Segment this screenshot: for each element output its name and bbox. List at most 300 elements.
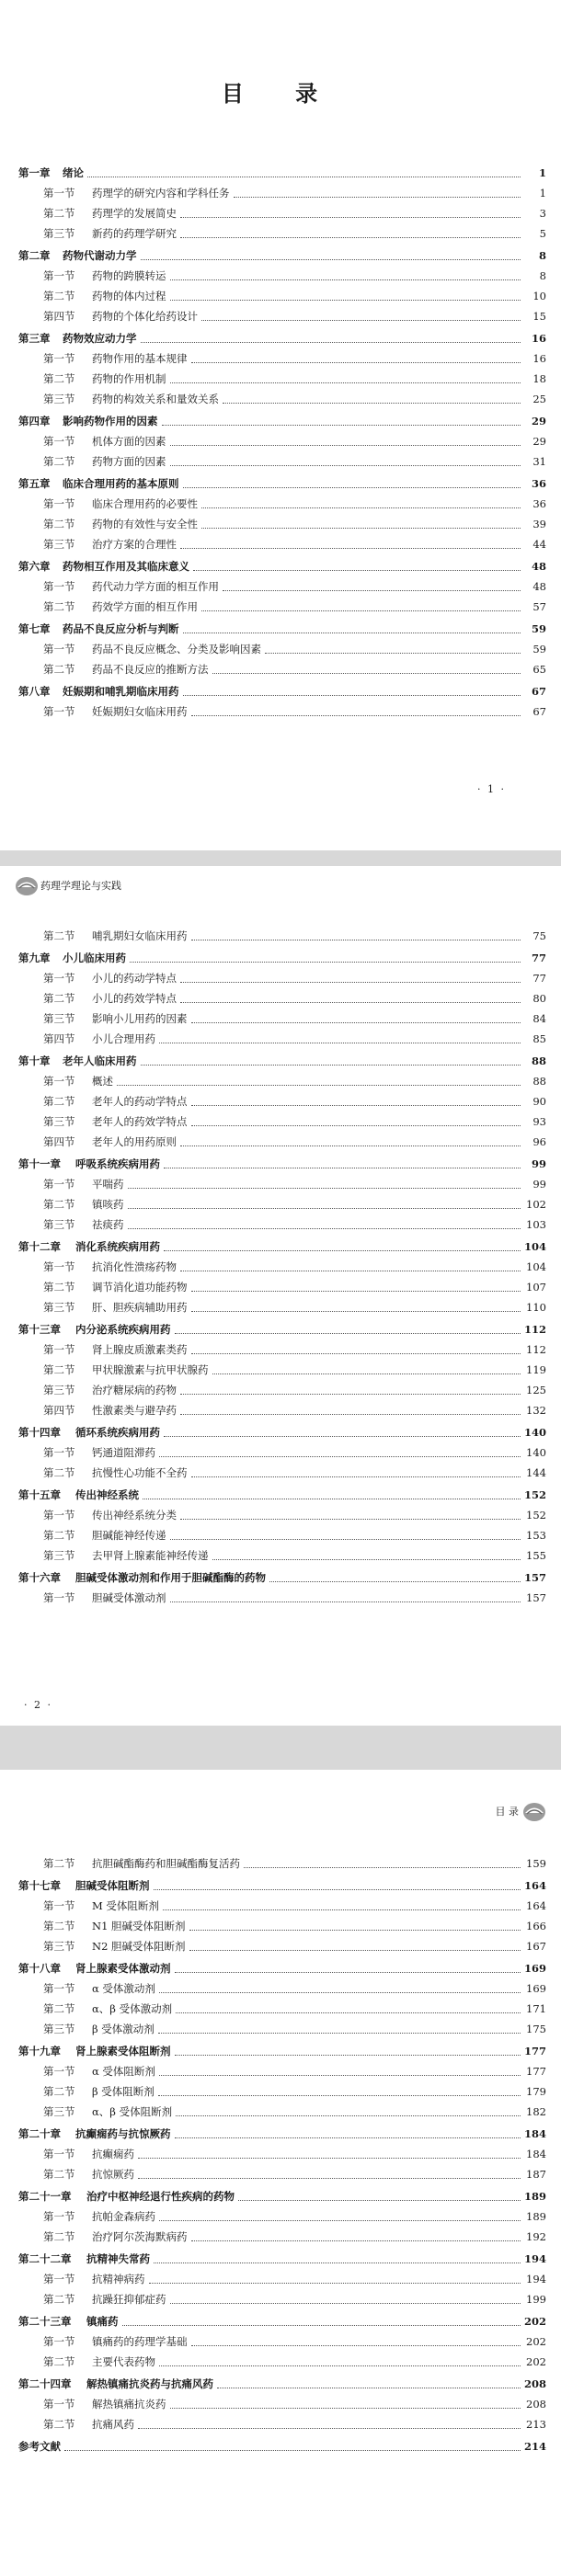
section-title: α 受体阻断剂 xyxy=(92,2065,155,2079)
page-ref: 202 xyxy=(523,2315,546,2329)
page-ref: 184 xyxy=(526,2148,546,2161)
leader-dots xyxy=(189,1949,521,1951)
chapter-title: 药物代谢动力学 xyxy=(63,249,137,263)
chapter-title: 肾上腺素受体激动剂 xyxy=(75,1962,171,1976)
toc-section-row[interactable] xyxy=(0,452,561,473)
leader-dots xyxy=(170,382,521,383)
book-logo-icon xyxy=(522,1799,546,1823)
toc-section-row[interactable] xyxy=(0,2207,561,2228)
leader-dots xyxy=(191,714,521,716)
chapter-number: 第十二章 xyxy=(18,1240,61,1254)
section-number: 第二节 xyxy=(43,992,75,1006)
leader-dots xyxy=(201,507,521,508)
leader-dots xyxy=(128,1207,521,1209)
section-number: 第二节 xyxy=(43,207,75,221)
toc-section-row[interactable] xyxy=(0,598,561,618)
page-ref: 153 xyxy=(526,1529,546,1543)
toc-section-row[interactable] xyxy=(0,1589,561,1609)
toc-section-row[interactable] xyxy=(0,1897,561,1917)
chapter-title: 消化系统疾病用药 xyxy=(75,1240,160,1254)
toc-section-row[interactable] xyxy=(0,2020,561,2040)
toc-section-row[interactable] xyxy=(0,2103,561,2123)
chapter-title: 胆碱受体激动剂和作用于胆碱酯酶的药物 xyxy=(75,1571,266,1585)
page-ref: 59 xyxy=(532,643,546,656)
page-ref: 202 xyxy=(526,2355,546,2369)
page-ref: 214 xyxy=(523,2440,546,2454)
page-ref: 104 xyxy=(526,1260,546,1274)
section-title: 药物的构效关系和量效关系 xyxy=(92,393,219,406)
leader-dots xyxy=(189,1929,521,1931)
running-head xyxy=(15,873,121,897)
page-ref: 208 xyxy=(526,2398,546,2411)
chapter-title: 解热镇痛抗炎药与抗痛风药 xyxy=(86,2377,213,2391)
toc-section-row[interactable] xyxy=(0,2395,561,2415)
section-title: 药物的个体化给药设计 xyxy=(92,310,198,324)
page-ref: 159 xyxy=(526,1857,546,1871)
section-title: α、β 受体阻断剂 xyxy=(92,2105,173,2119)
section-number: 第三节 xyxy=(43,1218,75,1232)
section-number: 第一节 xyxy=(43,1509,75,1522)
chapter-number: 参考文献 xyxy=(18,2440,61,2454)
section-number: 第二节 xyxy=(43,2230,75,2244)
toc-section-row[interactable] xyxy=(0,495,561,515)
section-number: 第一节 xyxy=(43,2273,75,2286)
leader-dots xyxy=(201,319,521,321)
section-title: N1 胆碱受体阻断剂 xyxy=(92,1920,186,1933)
toc-section-row[interactable] xyxy=(0,349,561,370)
page-ref: 199 xyxy=(526,2293,546,2307)
chapter-number: 第十三章 xyxy=(18,1323,61,1337)
section-number: 第二节 xyxy=(43,1363,75,1377)
section-number: 第四节 xyxy=(43,310,75,324)
section-number: 第一节 xyxy=(43,1446,75,1460)
toc-section-row[interactable] xyxy=(0,1937,561,1957)
section-title: 甲状腺激素与抗甲状腺药 xyxy=(92,1363,209,1377)
chapter-number: 第八章 xyxy=(18,685,51,699)
toc-page-1 xyxy=(0,0,561,850)
chapter-title: 药物相互作用及其临床意义 xyxy=(63,560,189,574)
page-ref: 36 xyxy=(531,477,546,491)
toc-section-row[interactable] xyxy=(0,370,561,390)
toc-section-row[interactable] xyxy=(0,1072,561,1092)
section-number: 第一节 xyxy=(43,2065,75,2079)
section-title: 抗惊厥药 xyxy=(92,2168,134,2182)
page-ref: 157 xyxy=(523,1571,546,1585)
section-number: 第二节 xyxy=(43,2002,75,2016)
leader-dots xyxy=(175,2137,521,2138)
toc-section-row[interactable] xyxy=(0,432,561,452)
toc-chapter-row[interactable] xyxy=(0,1568,561,1589)
toc-section-row[interactable] xyxy=(0,2145,561,2165)
section-number: 第三节 xyxy=(43,1301,75,1315)
section-title: 治疗糖尿病的药物 xyxy=(92,1384,177,1397)
leader-dots xyxy=(201,610,521,611)
toc-section-row[interactable] xyxy=(0,515,561,535)
chapter-number: 第七章 xyxy=(18,622,51,636)
section-number: 第三节 xyxy=(43,1012,75,1026)
chapter-number: 第一章 xyxy=(18,166,51,180)
page-ref: 152 xyxy=(523,1488,546,1502)
toc-section-row[interactable] xyxy=(0,1009,561,1030)
page-ref: 202 xyxy=(526,2335,546,2349)
leader-dots xyxy=(170,2302,521,2304)
section-number: 第二节 xyxy=(43,929,75,943)
chapter-number: 第十六章 xyxy=(18,1571,61,1585)
section-title: 药物的作用机制 xyxy=(92,372,166,386)
toc-section-row[interactable] xyxy=(0,2228,561,2248)
toc-section-row[interactable] xyxy=(0,184,561,204)
toc-chapter-row[interactable] xyxy=(0,1486,561,1506)
section-number: 第二节 xyxy=(43,518,75,531)
leader-dots xyxy=(159,1042,521,1043)
toc-section-row[interactable] xyxy=(0,1506,561,1526)
section-title: 新药的药理学研究 xyxy=(92,227,177,241)
leader-dots xyxy=(191,939,521,940)
section-number: 第二节 xyxy=(43,1198,75,1212)
leader-dots xyxy=(234,196,521,198)
page-ref: 112 xyxy=(526,1343,546,1357)
section-number: 第二节 xyxy=(43,2085,75,2099)
chapter-number: 第二十一章 xyxy=(18,2190,72,2204)
leader-dots xyxy=(164,1249,521,1251)
chapter-number: 第二十三章 xyxy=(18,2315,72,2329)
leader-dots xyxy=(176,2012,521,2013)
leader-dots xyxy=(183,632,521,633)
section-title: 治疗阿尔茨海默病药 xyxy=(92,2230,188,2244)
toc-chapter-row[interactable] xyxy=(0,329,561,349)
section-number: 第一节 xyxy=(43,2148,75,2161)
toc-section-row[interactable] xyxy=(0,702,561,723)
section-title: 胆碱受体激动剂 xyxy=(92,1591,166,1605)
section-title: 影响小儿用药的因素 xyxy=(92,1012,188,1026)
toc-section-row[interactable] xyxy=(0,2353,561,2373)
section-number: 第三节 xyxy=(43,1549,75,1563)
toc-chapter-row[interactable] xyxy=(0,1876,561,1897)
chapter-number: 第十八章 xyxy=(18,1962,61,1976)
toc-section-row[interactable] xyxy=(0,1361,561,1381)
toc-chapter-row[interactable] xyxy=(0,474,561,495)
section-number: 第一节 xyxy=(43,1591,75,1605)
section-title: 概述 xyxy=(92,1075,113,1089)
running-head-title: 药理学理论与实践 xyxy=(40,880,121,892)
section-title: 主要代表药物 xyxy=(92,2355,155,2369)
toc-section-row[interactable] xyxy=(0,2332,561,2353)
section-number: 第一节 xyxy=(43,497,75,511)
leader-dots xyxy=(180,216,521,218)
leader-dots xyxy=(191,1104,521,1106)
section-number: 第一节 xyxy=(43,1343,75,1357)
leader-dots xyxy=(163,1909,521,1910)
section-title: 妊娠期妇女临床用药 xyxy=(92,705,188,719)
page-ref: 99 xyxy=(532,1178,546,1191)
leader-dots xyxy=(265,652,521,654)
section-title: 药品不良反应概念、分类及影响因素 xyxy=(92,643,261,656)
page-ref: 169 xyxy=(523,1962,546,1976)
toc-chapter-row[interactable] xyxy=(0,1237,561,1258)
toc-section-row[interactable] xyxy=(0,287,561,307)
chapter-title: 治疗中枢神经退行性疾病的药物 xyxy=(86,2190,235,2204)
section-number: 第四节 xyxy=(43,1032,75,1046)
toc-chapter-row[interactable] xyxy=(0,1959,561,1979)
page-ref: 93 xyxy=(532,1115,546,1129)
section-title: 药物方面的因素 xyxy=(92,455,166,469)
page-ref: 102 xyxy=(526,1198,546,1212)
toc-section-row[interactable] xyxy=(0,1401,561,1421)
leader-dots xyxy=(191,1290,521,1292)
section-title: β 受体阻断剂 xyxy=(92,2085,155,2099)
toc-section-row[interactable] xyxy=(0,989,561,1009)
section-title: 小儿的药效学特点 xyxy=(92,992,177,1006)
toc-chapter-row[interactable] xyxy=(0,1423,561,1443)
leader-dots xyxy=(154,2262,521,2263)
section-number: 第二节 xyxy=(43,1466,75,1480)
section-number: 第一节 xyxy=(43,1178,75,1191)
page-ref: 67 xyxy=(532,705,546,719)
page-ref: 18 xyxy=(532,372,546,386)
toc-chapter-row[interactable] xyxy=(0,2187,561,2207)
page-ref: 152 xyxy=(526,1509,546,1522)
section-title: 老年人的药动学特点 xyxy=(92,1095,188,1109)
section-number: 第二节 xyxy=(43,2355,75,2369)
toc-section-row[interactable] xyxy=(0,2290,561,2310)
toc-section-row[interactable] xyxy=(0,640,561,660)
chapter-title: 药品不良反应分析与判断 xyxy=(63,622,179,636)
toc-chapter-row[interactable] xyxy=(0,682,561,702)
leader-dots xyxy=(159,1455,521,1457)
toc-chapter-row[interactable] xyxy=(0,2375,561,2395)
page-ref: 8 xyxy=(539,269,546,283)
toc-section-row[interactable] xyxy=(0,1979,561,2000)
section-title: 小儿的药动学特点 xyxy=(92,972,177,986)
toc-section-row[interactable] xyxy=(0,2062,561,2082)
page-ref: 29 xyxy=(531,415,546,428)
section-title: 药品不良反应的推断方法 xyxy=(92,663,209,677)
page-ref: 140 xyxy=(526,1446,546,1460)
leader-dots xyxy=(143,1498,521,1499)
section-title: 药物作用的基本规律 xyxy=(92,352,188,366)
toc-section-row[interactable] xyxy=(0,2082,561,2103)
toc-section-row[interactable] xyxy=(0,1854,561,1875)
toc-section-row[interactable] xyxy=(0,660,561,680)
section-number: 第一节 xyxy=(43,269,75,283)
chapter-number: 第十章 xyxy=(18,1054,51,1068)
section-title: 肝、胆疾病辅助用药 xyxy=(92,1301,188,1315)
toc-chapter-row[interactable] xyxy=(0,557,561,577)
leader-dots xyxy=(180,547,521,549)
section-number: 第一节 xyxy=(43,580,75,594)
toc-section-row[interactable] xyxy=(0,1133,561,1153)
toc-chapter-row[interactable] xyxy=(0,1320,561,1340)
section-title: 抗躁狂抑郁症药 xyxy=(92,2293,166,2307)
toc-section-row[interactable] xyxy=(0,969,561,989)
leader-dots xyxy=(159,2074,521,2076)
chapter-title: 抗癫痫药与抗惊厥药 xyxy=(75,2127,171,2141)
toc-chapter-row[interactable] xyxy=(0,620,561,640)
toc-chapter-row[interactable] xyxy=(0,1052,561,1072)
chapter-number: 第十七章 xyxy=(18,1879,61,1893)
leader-dots xyxy=(180,1001,521,1003)
toc-chapter-row[interactable] xyxy=(0,412,561,432)
page-ref: 8 xyxy=(538,249,546,263)
book-logo-icon xyxy=(15,873,39,897)
toc-list xyxy=(0,1854,561,2457)
toc-section-row[interactable] xyxy=(0,2000,561,2020)
chapter-title: 影响药物作用的因素 xyxy=(63,415,158,428)
page-ref: 171 xyxy=(526,2002,546,2016)
section-number: 第二节 xyxy=(43,1095,75,1109)
leader-dots xyxy=(176,2114,521,2116)
toc-chapter-row[interactable] xyxy=(0,2042,561,2062)
toc-section-row[interactable] xyxy=(0,2415,561,2435)
leader-dots xyxy=(141,1064,521,1066)
page-ref: 5 xyxy=(539,227,546,241)
toc-section-row[interactable] xyxy=(0,1092,561,1112)
section-title: 去甲肾上腺素能神经传递 xyxy=(92,1549,209,1563)
toc-section-row[interactable] xyxy=(0,577,561,598)
section-title: 钙通道阻滞药 xyxy=(92,1446,155,1460)
page-ref: 132 xyxy=(526,1404,546,1418)
page-ref: 177 xyxy=(523,2045,546,2058)
chapter-title: 镇痛药 xyxy=(86,2315,119,2329)
page-ref: 107 xyxy=(526,1281,546,1294)
leader-dots xyxy=(217,2387,521,2388)
toc-section-row[interactable] xyxy=(0,1215,561,1236)
page-number: · 2 · xyxy=(24,1699,52,1711)
toc-section-row[interactable] xyxy=(0,224,561,245)
toc-chapter-row[interactable] xyxy=(0,246,561,267)
leader-dots xyxy=(159,1991,521,1993)
page-ref: 177 xyxy=(526,2065,546,2079)
section-title: 抗精神病药 xyxy=(92,2273,145,2286)
toc-chapter-row[interactable] xyxy=(0,2250,561,2270)
leader-dots xyxy=(154,1888,521,1890)
toc-section-row[interactable] xyxy=(0,1443,561,1464)
section-number: 第二节 xyxy=(43,290,75,303)
chapter-number: 第二十二章 xyxy=(18,2252,72,2266)
page-ref: 140 xyxy=(523,1426,546,1440)
toc-section-row[interactable] xyxy=(0,1258,561,1278)
leader-dots xyxy=(130,961,521,963)
toc-section-row[interactable] xyxy=(0,1340,561,1361)
toc-section-row[interactable] xyxy=(0,2165,561,2185)
toc-section-row[interactable] xyxy=(0,1464,561,1484)
section-number: 第一节 xyxy=(43,1899,75,1913)
page-ref: 39 xyxy=(532,518,546,531)
toc-section-row[interactable] xyxy=(0,267,561,287)
chapter-number: 第三章 xyxy=(18,332,51,346)
leader-dots xyxy=(64,2449,521,2451)
section-number: 第三节 xyxy=(43,2023,75,2036)
leader-dots xyxy=(159,2365,521,2366)
page-ref: 29 xyxy=(532,435,546,449)
leader-dots xyxy=(238,2199,521,2201)
leader-dots xyxy=(128,1187,521,1189)
chapter-title: 药物效应动力学 xyxy=(63,332,137,346)
chapter-title: 传出神经系统 xyxy=(75,1488,139,1502)
section-title: 抗慢性心功能不全药 xyxy=(92,1466,188,1480)
toc-chapter-row[interactable] xyxy=(0,2437,561,2457)
toc-section-row[interactable] xyxy=(0,1030,561,1050)
page-ref: 48 xyxy=(531,560,546,574)
toc-section-row[interactable] xyxy=(0,1546,561,1567)
page-gap xyxy=(0,850,561,866)
toc-section-row[interactable] xyxy=(0,390,561,410)
page-ref: 88 xyxy=(531,1054,546,1068)
leader-dots xyxy=(191,2344,521,2346)
toc-list xyxy=(0,927,561,1609)
leader-dots xyxy=(122,2324,521,2326)
toc-chapter-row[interactable] xyxy=(0,2125,561,2145)
chapter-title: 老年人临床用药 xyxy=(63,1054,137,1068)
page-ref: 194 xyxy=(526,2273,546,2286)
chapter-number: 第十九章 xyxy=(18,2045,61,2058)
section-number: 第二节 xyxy=(43,1281,75,1294)
chapter-number: 第二十章 xyxy=(18,2127,61,2141)
section-title: 小儿合理用药 xyxy=(92,1032,155,1046)
toc-section-row[interactable] xyxy=(0,1381,561,1401)
leader-dots xyxy=(175,2054,521,2056)
page-ref: 208 xyxy=(523,2377,546,2391)
page-number: · 1 · xyxy=(477,783,506,795)
toc-section-row[interactable] xyxy=(0,1175,561,1195)
leader-dots xyxy=(170,464,521,466)
toc-section-row[interactable] xyxy=(0,1917,561,1937)
running-head xyxy=(496,1799,547,1823)
section-title: 药代动力学方面的相互作用 xyxy=(92,580,219,594)
toc-section-row[interactable] xyxy=(0,1298,561,1318)
toc-section-row[interactable] xyxy=(0,927,561,947)
page-ref: 44 xyxy=(532,538,546,552)
page-ref: 182 xyxy=(526,2105,546,2119)
leader-dots xyxy=(87,176,521,177)
section-title: 镇咳药 xyxy=(92,1198,124,1212)
leader-dots xyxy=(175,1971,521,1973)
toc-section-row[interactable] xyxy=(0,1526,561,1546)
page-ref: 48 xyxy=(532,580,546,594)
chapter-title: 绪论 xyxy=(63,166,84,180)
toc-page-2 xyxy=(0,866,561,1726)
section-title: 药理学的研究内容和学科任务 xyxy=(92,187,230,200)
section-number: 第三节 xyxy=(43,2105,75,2119)
chapter-title: 小儿临床用药 xyxy=(63,952,126,965)
toc-section-row[interactable] xyxy=(0,1278,561,1298)
toc-section-row[interactable] xyxy=(0,204,561,224)
leader-dots xyxy=(191,1352,521,1354)
toc-chapter-row[interactable] xyxy=(0,1155,561,1175)
toc-chapter-row[interactable] xyxy=(0,164,561,184)
section-title: β 受体激动剂 xyxy=(92,2023,155,2036)
section-number: 第一节 xyxy=(43,2398,75,2411)
leader-dots xyxy=(180,981,521,983)
leader-dots xyxy=(164,1167,521,1168)
page-ref: 16 xyxy=(531,332,546,346)
toc-section-row[interactable] xyxy=(0,2270,561,2290)
toc-section-row[interactable] xyxy=(0,307,561,327)
toc-section-row[interactable] xyxy=(0,535,561,555)
page-ref: 1 xyxy=(538,166,546,180)
section-number: 第三节 xyxy=(43,227,75,241)
section-number: 第四节 xyxy=(43,1404,75,1418)
toc-chapter-row[interactable] xyxy=(0,949,561,969)
page-ref: 169 xyxy=(526,1982,546,1996)
chapter-number: 第二十四章 xyxy=(18,2377,72,2391)
section-number: 第四节 xyxy=(43,1135,75,1149)
toc-section-row[interactable] xyxy=(0,1195,561,1215)
leader-dots xyxy=(162,424,521,426)
section-number: 第一节 xyxy=(43,1075,75,1089)
toc-chapter-row[interactable] xyxy=(0,2312,561,2332)
toc-section-row[interactable] xyxy=(0,1112,561,1133)
